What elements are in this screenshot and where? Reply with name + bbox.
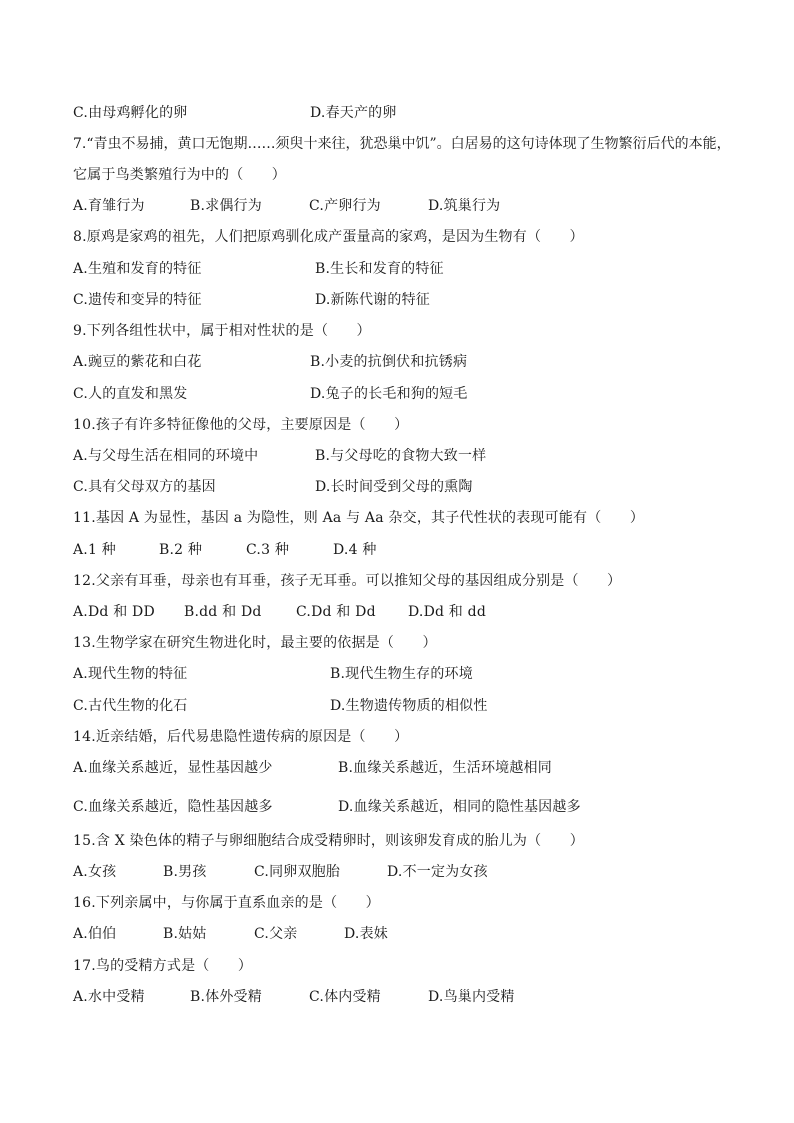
q11-option-c: C.3 种 (246, 542, 290, 558)
q15-option-c: C.同卵双胞胎 (254, 864, 341, 880)
q15-stem: 15.含 X 染色体的精子与卵细胞结合成受精卵时，则该卵发育成的胎儿为（ ） (73, 833, 584, 849)
q15-option-b: B.男孩 (163, 864, 207, 880)
q13-option-b: B.现代生物生存的环境 (330, 666, 473, 682)
q15-option-a: A.女孩 (73, 864, 117, 880)
q17-option-b: B.体外受精 (190, 989, 262, 1005)
q16-option-d: D.表妹 (344, 926, 388, 942)
q16-option-b: B.姑姑 (163, 926, 207, 942)
q6-option-d: D.春天产的卵 (310, 105, 397, 121)
q11-option-a: A.1 种 (73, 542, 116, 558)
q8-option-a: A.生殖和发育的特征 (73, 261, 202, 277)
q11-stem: 11.基因 A 为显性，基因 a 为隐性，则 Aa 与 Aa 杂交，其子代性状的表现可能有（ ） (73, 510, 645, 526)
q11-option-b: B.2 种 (159, 542, 203, 558)
q7-option-c: C.产卵行为 (309, 198, 381, 214)
q6-option-c: C.由母鸡孵化的卵 (73, 105, 188, 121)
q11-option-d: D.4 种 (333, 542, 377, 558)
q14-option-d: D.血缘关系越近，相同的隐性基因越多 (338, 799, 581, 815)
q7-option-d: D.筑巢行为 (428, 198, 501, 214)
q16-stem: 16.下列亲属中，与你属于直系血亲的是（ ） (73, 895, 380, 911)
q10-option-c: C.具有父母双方的基因 (73, 479, 216, 495)
q13-stem: 13.生物学家在研究生物进化时，最主要的依据是（ ） (73, 635, 437, 651)
q16-option-c: C.父亲 (254, 926, 298, 942)
q8-option-d: D.新陈代谢的特征 (315, 292, 430, 308)
q12-option-c: C.Dd 和 Dd (296, 604, 376, 620)
q16-option-a: A.伯伯 (73, 926, 117, 942)
q10-option-b: B.与父母吃的食物大致一样 (315, 448, 487, 464)
q7-stem-line1: 7.“青虫不易捕，黄口无饱期……须臾十来往，犹恐巢中饥”。白居易的这句诗体现了生物繁衍后代的本能， (73, 136, 731, 152)
q9-stem: 9.下列各组性状中，属于相对性状的是（ ） (73, 323, 371, 339)
q13-option-a: A.现代生物的特征 (73, 666, 188, 682)
q14-option-c: C.血缘关系越近，隐性基因越多 (73, 799, 273, 815)
q12-option-a: A.Dd 和 DD (73, 604, 155, 620)
q12-option-d: D.Dd 和 dd (408, 604, 486, 620)
q10-option-a: A.与父母生活在相同的环境中 (73, 448, 259, 464)
q14-stem: 14.近亲结婚，后代易患隐性遗传病的原因是（ ） (73, 729, 409, 745)
q8-stem: 8.原鸡是家鸡的祖先，人们把原鸡驯化成产蛋量高的家鸡，是因为生物有（ ） (73, 229, 584, 245)
q15-option-d: D.不一定为女孩 (387, 864, 488, 880)
q12-option-b: B.dd 和 Dd (184, 604, 262, 620)
q7-stem-line2: 它属于鸟类繁殖行为中的（ ） (73, 167, 286, 183)
q10-option-d: D.长时间受到父母的熏陶 (315, 479, 473, 495)
q13-option-d: D.生物遗传物质的相似性 (330, 698, 488, 714)
q12-stem: 12.父亲有耳垂，母亲也有耳垂，孩子无耳垂。可以推知父母的基因组成分别是（ ） (73, 573, 622, 589)
q17-stem: 17.鸟的受精方式是（ ） (73, 958, 253, 974)
q17-option-a: A.水中受精 (73, 989, 145, 1005)
q9-option-b: B.小麦的抗倒伏和抗锈病 (310, 354, 468, 370)
q10-stem: 10.孩子有许多特征像他的父母，主要原因是（ ） (73, 417, 409, 433)
q7-option-a: A.育雏行为 (73, 198, 145, 214)
q7-option-b: B.求偶行为 (190, 198, 262, 214)
q14-option-b: B.血缘关系越近，生活环境越相同 (338, 760, 552, 776)
q9-option-c: C.人的直发和黑发 (73, 386, 188, 402)
q13-option-c: C.古代生物的化石 (73, 698, 188, 714)
q17-option-c: C.体内受精 (309, 989, 381, 1005)
q8-option-b: B.生长和发育的特征 (315, 261, 444, 277)
q14-option-a: A.血缘关系越近，显性基因越少 (73, 760, 273, 776)
q17-option-d: D.鸟巢内受精 (428, 989, 515, 1005)
q8-option-c: C.遗传和变异的特征 (73, 292, 202, 308)
q9-option-d: D.兔子的长毛和狗的短毛 (310, 386, 468, 402)
q9-option-a: A.豌豆的紫花和白花 (73, 354, 202, 370)
